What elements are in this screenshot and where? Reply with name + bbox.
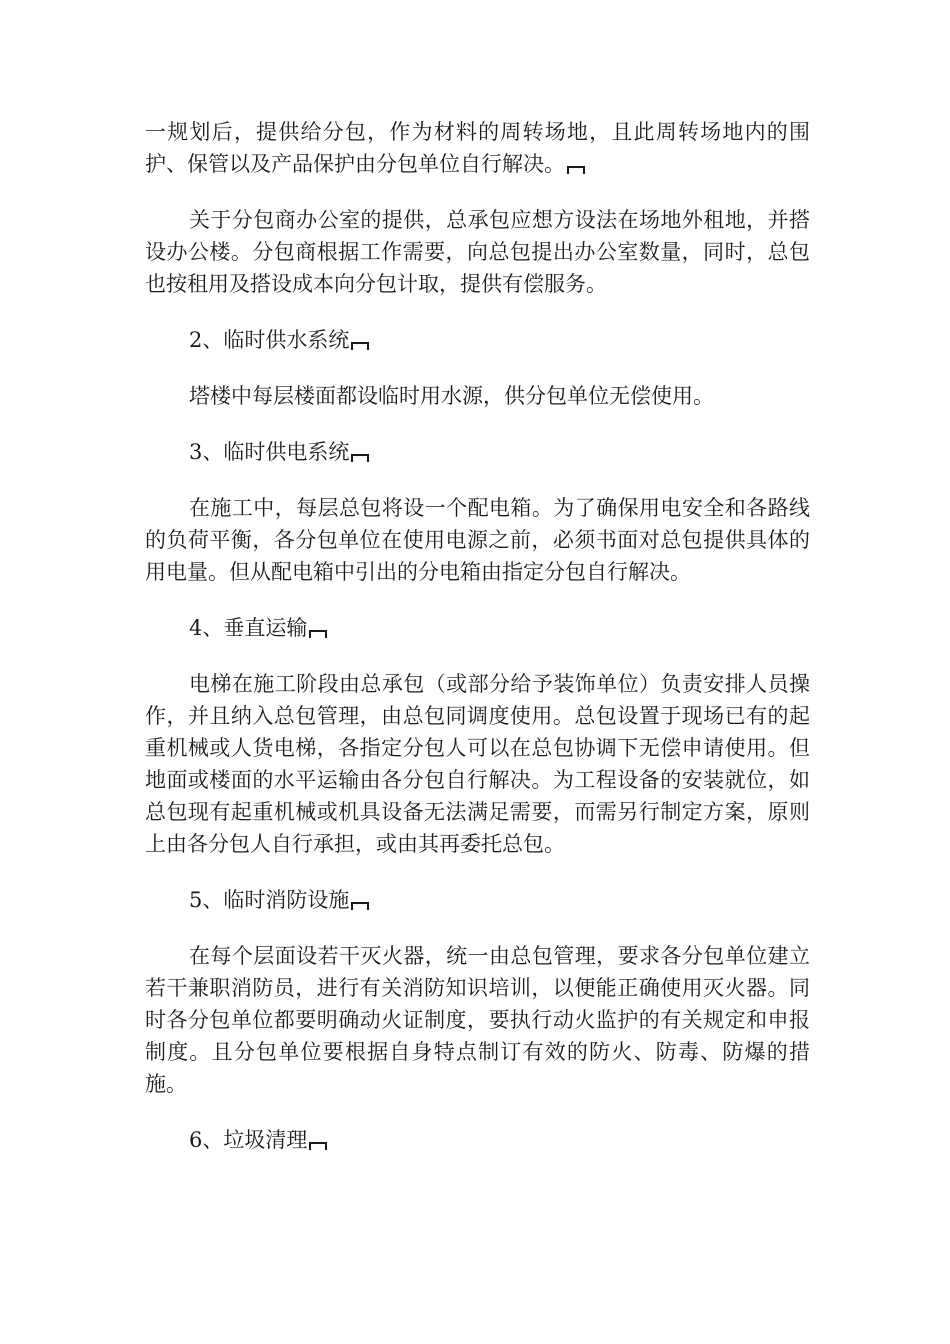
- paragraph: 电梯在施工阶段由总承包（或部分给予装饰单位）负责安排人员操作，并且纳入总包管理，由总包同调度使用。总包设置于现场已有的起重机械或人货电梯，各指定分包人可以在总包协调下无偿申请使用。但地面或楼面的水平运输由各分包自行解决。为工程设备的安装就位，如总包现有起重机械或机具设备无法满足需要，而需另行制定方案，原则上由各分包人自行承担，或由其再委托总包。: [145, 672, 810, 856]
- paragraph: 关于分包商办公室的提供，总承包应想方设法在场地外租地，并搭设办公楼。分包商根据工作需要，向总包提出办公室数量，同时，总包也按租用及搭设成本向分包计取，提供有偿服务。: [145, 208, 810, 296]
- paragraph-mark-icon: [309, 630, 327, 638]
- paragraph: 塔楼中每层楼面都设临时用水源，供分包单位无偿使用。: [189, 384, 714, 408]
- section-heading: 5、临时消防设施: [145, 884, 810, 916]
- paragraph-mark-icon: [351, 342, 369, 350]
- paragraph: 一规划后，提供给分包，作为材料的周转场地，且此周转场地内的围护、保管以及产品保护由分包单位自行解决。: [145, 120, 810, 176]
- paragraph-mark-icon: [567, 166, 585, 174]
- paragraph: 在每个层面设若干灭火器，统一由总包管理，要求各分包单位建立若干兼职消防员，进行有关消防知识培训，以便能正确使用灭火器。同时各分包单位都要明确动火证制度，要执行动火监护的有关规定和申报制度。且分包单位要根据自身特点制订有效的防火、防毒、防爆的措施。: [145, 944, 810, 1096]
- section-heading: 6、垃圾清理: [145, 1124, 810, 1156]
- document-body: [145, 116, 810, 1180]
- paragraph-mark-icon: [351, 902, 369, 910]
- section-heading: 2、临时供水系统: [145, 324, 810, 356]
- section-heading: 4、垂直运输: [145, 612, 810, 644]
- paragraph-mark-icon: [309, 1142, 327, 1150]
- paragraph-mark-icon: [351, 454, 369, 462]
- section-heading: 3、临时供电系统: [145, 436, 810, 468]
- paragraph: 在施工中，每层总包将设一个配电箱。为了确保用电安全和各路线的负荷平衡，各分包单位在使用电源之前，必须书面对总包提供具体的用电量。但从配电箱中引出的分电箱由指定分包自行解决。: [145, 496, 810, 584]
